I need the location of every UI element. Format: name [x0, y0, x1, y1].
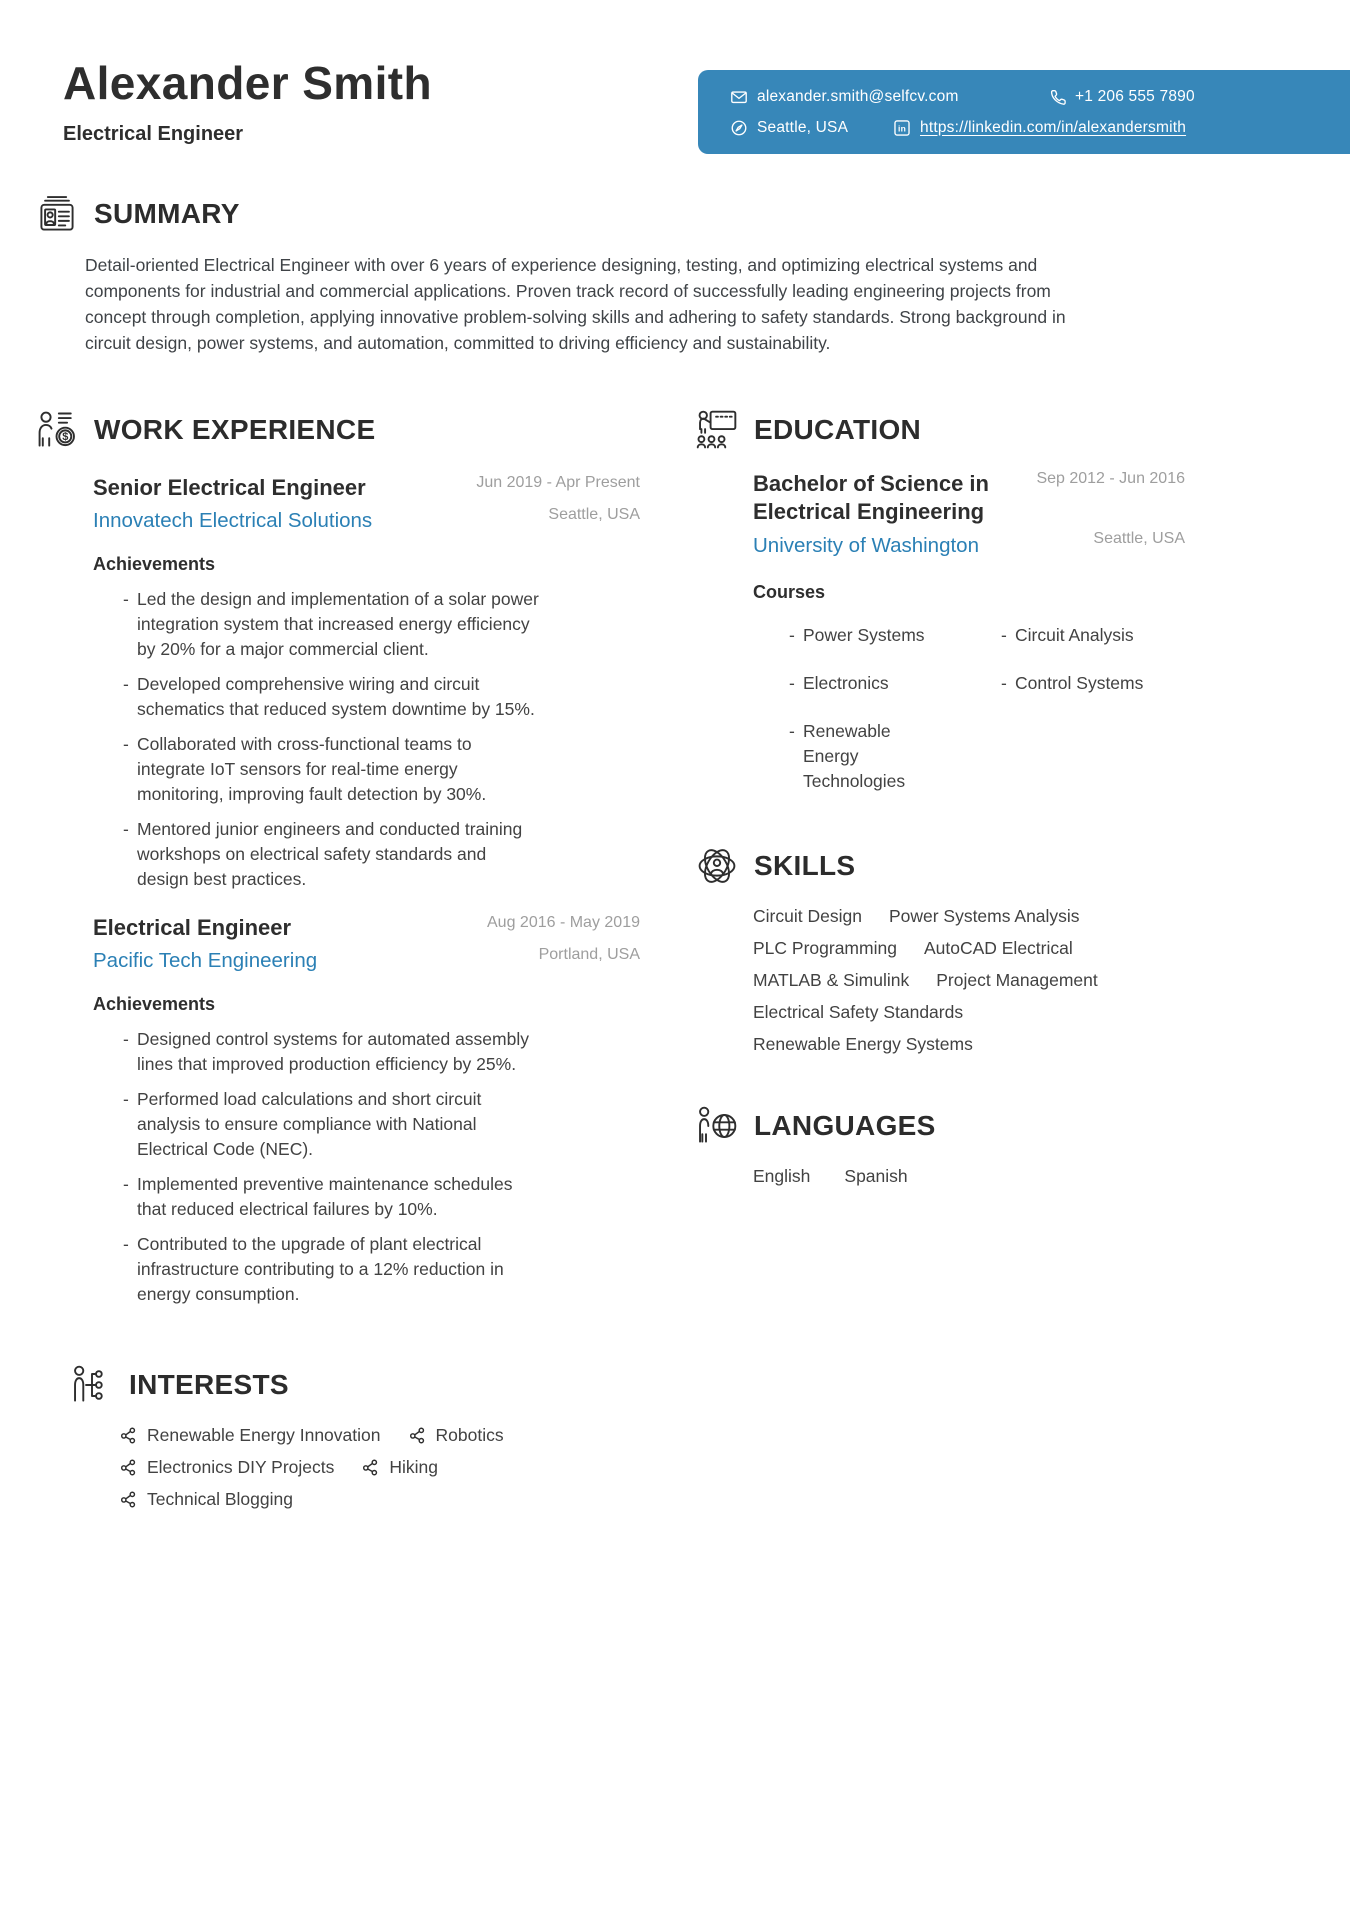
- location-text: Seattle, USA: [757, 118, 849, 136]
- school-link[interactable]: University of Washington: [753, 534, 979, 557]
- interest-label: Hiking: [389, 1457, 439, 1477]
- email-icon: [730, 88, 748, 106]
- achievements-list: [93, 587, 541, 892]
- summary-header: [35, 192, 1350, 236]
- courses-label: Courses: [753, 582, 826, 602]
- main-columns: [35, 408, 1350, 1521]
- achievements-label: Achievements: [93, 994, 216, 1014]
- skills-row: [753, 970, 1185, 990]
- course-item: - Circuit Analysis: [1001, 623, 1185, 648]
- job-meta: [476, 474, 640, 533]
- contact-row-2: [730, 119, 1350, 137]
- interest-label: Robotics: [435, 1425, 504, 1445]
- skill-item: Power Systems Analysis: [888, 906, 1080, 926]
- location-icon: [730, 119, 748, 137]
- course-item: - Power Systems: [789, 623, 1001, 648]
- education-meta: [1036, 470, 1185, 558]
- email-text: alexander.smith@selfcv.com: [757, 87, 959, 105]
- achievement-item: - Collaborated with cross-functional teams to integrate IoT sensors for real-time energy monitoring, improving fault detection by 30%.: [137, 732, 541, 807]
- job-location: Portland, USA: [538, 946, 640, 963]
- phone-text: +1 206 555 7890: [1075, 87, 1195, 105]
- job-dates: Jun 2019 - Apr Present: [476, 474, 640, 491]
- achievement-item: - Led the design and implementation of a solar power integration system that increased energy efficiency by 20% for a major commercial client.: [137, 587, 541, 662]
- interests-icon: [70, 1363, 114, 1407]
- work-experience-icon: [35, 408, 79, 452]
- interest-item: [362, 1457, 438, 1477]
- achievement-item: - Contributed to the upgrade of plant electrical infrastructure contributing to a 12% reduction in energy consumption.: [137, 1232, 541, 1307]
- languages-icon: [695, 1104, 739, 1148]
- contact-card: [698, 70, 1350, 154]
- languages-header: [695, 1104, 1185, 1148]
- job-title: Senior Electrical Engineer: [93, 475, 366, 500]
- interests-header: [70, 1363, 640, 1407]
- share-icon: [120, 1427, 137, 1444]
- skill-item: AutoCAD Electrical: [923, 938, 1073, 958]
- left-column: [35, 408, 640, 1521]
- interests-row: [120, 1425, 640, 1445]
- skills-section: [695, 844, 1185, 1054]
- job-dates: Aug 2016 - May 2019: [487, 914, 640, 931]
- courses-list: [789, 623, 1185, 794]
- linkedin-icon: [893, 119, 911, 137]
- skill-item: MATLAB & Simulink: [753, 970, 910, 990]
- share-icon: [120, 1491, 137, 1508]
- education-section: [695, 408, 1185, 794]
- course-item: - Renewable Energy Technologies: [789, 719, 949, 794]
- languages-title: LANGUAGES: [754, 1110, 936, 1141]
- job-head: [93, 914, 640, 973]
- contact-phone: [1048, 88, 1195, 106]
- languages-section: [695, 1104, 1185, 1187]
- skills-list: [753, 906, 1185, 1054]
- skills-header: [695, 844, 1185, 888]
- job-company-link[interactable]: Pacific Tech Engineering: [93, 949, 318, 972]
- interest-label: Electronics DIY Projects: [147, 1457, 335, 1477]
- skill-item: PLC Programming: [753, 938, 897, 958]
- skills-icon: [695, 844, 739, 888]
- job-company-link[interactable]: Innovatech Electrical Solutions: [93, 509, 373, 532]
- work-header: [35, 408, 640, 452]
- svg-text:in: in: [898, 122, 906, 133]
- summary-text: Detail-oriented Electrical Engineer with over 6 years of experience designing, testing, and optimizing electrical systems and components for industrial and commercial applications. Proven track record of successfully leading engineering projects from concept through completion, applying innovative problem-solving skills and adhering to safety standards. Strong background in circuit design, power systems, and automation, committed to driving efficiency and sustainability.: [85, 255, 1066, 353]
- skill-item: Electrical Safety Standards: [753, 1002, 964, 1022]
- skill-item: Project Management: [936, 970, 1098, 990]
- person-name: Alexander Smith: [63, 57, 432, 109]
- education-head: [753, 470, 1185, 558]
- skill-item: Circuit Design: [753, 906, 862, 926]
- skills-row: [753, 1002, 1185, 1022]
- interests-row: [120, 1457, 640, 1477]
- skills-title: SKILLS: [754, 850, 856, 881]
- degree-title: Bachelor of Science in Electrical Engineering: [753, 471, 989, 524]
- interests-section: [70, 1363, 640, 1509]
- job-entry: [93, 914, 640, 1307]
- interest-item: [409, 1425, 504, 1445]
- education-title: EDUCATION: [754, 414, 922, 445]
- achievement-item: - Performed load calculations and short circuit analysis to ensure compliance with National Electrical Code (NEC).: [137, 1087, 541, 1162]
- achievement-item: - Implemented preventive maintenance schedules that reduced electrical failures by 10%.: [137, 1172, 541, 1222]
- skill-item: Renewable Energy Systems: [753, 1034, 973, 1054]
- interest-label: Technical Blogging: [147, 1489, 293, 1509]
- language-item: Spanish: [844, 1166, 908, 1186]
- job-meta: [487, 914, 640, 973]
- education-icon: [695, 408, 739, 452]
- job-head: [93, 474, 640, 533]
- interests-title: INTERESTS: [129, 1369, 289, 1400]
- job-location: Seattle, USA: [548, 506, 640, 523]
- achievement-item: - Mentored junior engineers and conducted training workshops on electrical safety standards and design best practices.: [137, 817, 541, 892]
- contact-email: [730, 88, 1048, 106]
- summary-title: SUMMARY: [94, 198, 240, 229]
- achievement-item: - Designed control systems for automated assembly lines that improved production efficiency by 25%.: [137, 1027, 541, 1077]
- person-title: Electrical Engineer: [63, 123, 244, 145]
- job-main: [93, 474, 372, 533]
- work-experience-section: [35, 408, 640, 1307]
- education-header: [695, 408, 1185, 452]
- education-main: [753, 470, 1015, 558]
- summary-icon: [35, 192, 79, 236]
- interest-label: Renewable Energy Innovation: [147, 1425, 381, 1445]
- work-title: WORK EXPERIENCE: [94, 414, 376, 445]
- interest-item: [120, 1425, 381, 1445]
- share-icon: [409, 1427, 426, 1444]
- course-item: - Control Systems: [1001, 671, 1185, 696]
- skills-row: [753, 906, 1185, 926]
- languages-list: [753, 1166, 1185, 1187]
- course-item: - Electronics: [789, 671, 1001, 696]
- education-location: Seattle, USA: [1093, 530, 1185, 547]
- contact-location: [730, 119, 893, 137]
- right-column: [695, 408, 1185, 1521]
- svg-text:$: $: [62, 431, 69, 444]
- job-main: [93, 914, 317, 973]
- interest-item: [120, 1457, 334, 1477]
- skills-row: [753, 938, 1185, 958]
- contact-linkedin: [893, 119, 1186, 137]
- interests-list: [120, 1425, 640, 1509]
- interest-item: [120, 1489, 293, 1509]
- interests-row: [120, 1489, 640, 1509]
- education-entry: [753, 470, 1185, 794]
- linkedin-link[interactable]: https://linkedin.com/in/alexandersmith: [920, 118, 1187, 136]
- phone-icon: [1048, 88, 1066, 106]
- contact-row-1: [730, 88, 1350, 106]
- job-entry: [93, 474, 640, 892]
- education-dates: Sep 2012 - Jun 2016: [1036, 470, 1185, 487]
- job-title: Electrical Engineer: [93, 915, 292, 940]
- skills-row: [753, 1034, 1185, 1054]
- achievement-item: - Developed comprehensive wiring and circuit schematics that reduced system downtime by 15%.: [137, 672, 541, 722]
- achievements-list: [93, 1027, 541, 1307]
- achievements-label: Achievements: [93, 554, 216, 574]
- summary-section: [35, 192, 1350, 356]
- share-icon: [362, 1459, 379, 1476]
- share-icon: [120, 1459, 137, 1476]
- language-item: English: [753, 1166, 811, 1186]
